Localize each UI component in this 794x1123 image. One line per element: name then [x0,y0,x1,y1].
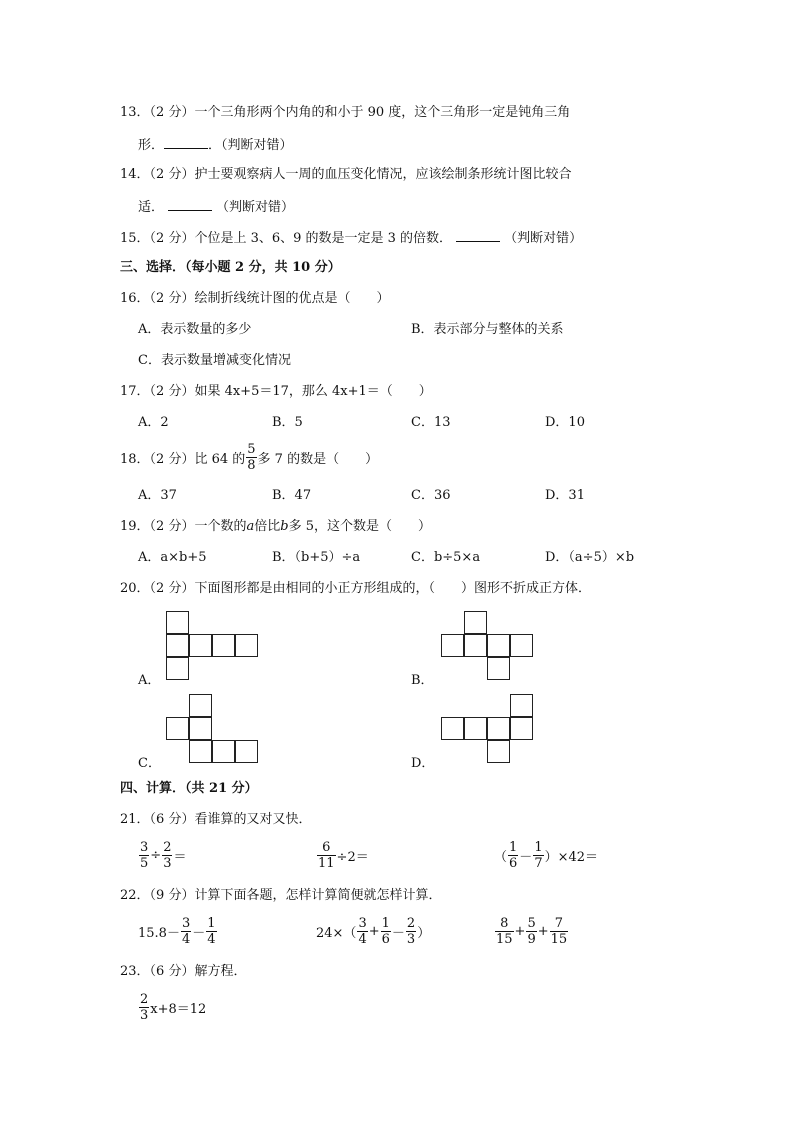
q21-expr-1: $\frac{3}{5}$ ÷ $\frac{2}{3}$ ＝ [140,840,187,871]
net-square [464,717,487,740]
net-square [166,657,189,680]
q21-expr-2: $\frac{6}{11}$ ÷2＝ [318,840,369,871]
q22-expr-3: $\frac{8}{15}$ + $\frac{5}{9}$ + $\frac{7}{15}$ [496,916,568,947]
q18-option-a[interactable]: A．37 [138,488,177,503]
net-square [510,694,533,717]
q22-expr-1: 15.8－ $\frac{3}{4}$ － $\frac{1}{4}$ [138,916,216,947]
q19-option-d[interactable]: D．（a÷5）×b [545,550,635,565]
q20-stem: 20．（2 分）下面图形都是由相同的小正方形组成的，（ ）图形不折成正方体． [120,581,591,596]
q17-option-d[interactable]: D．10 [545,415,585,430]
q18-stem: 18．（2 分）比 64 的 $\frac{5}{8}$ 多 7 的数是（ ） [120,442,379,473]
net-square [166,634,189,657]
net-square [212,740,235,763]
net-square [235,634,258,657]
net-square [166,717,189,740]
answer-blank[interactable] [456,228,500,242]
q17-option-c[interactable]: C．13 [411,415,451,430]
net-square [235,740,258,763]
q20-option-d[interactable]: D． [411,756,435,771]
q20-option-b[interactable]: B． [411,673,434,688]
q19-option-a[interactable]: A．a×b+5 [138,550,207,565]
q13-line2: 形． ．（判断对错） [138,135,293,155]
answer-blank[interactable] [168,197,212,211]
q19-stem: 19．（2 分）一个数的a倍比b多 5，这个数是（ ） [120,519,431,534]
q18-option-d[interactable]: D．31 [545,488,585,503]
q14-line2: 适． （判断对错） [138,197,294,217]
q16-option-a[interactable]: A．表示数量的多少 [138,322,252,337]
q22-expr-2: 24×（ $\frac{3}{4}$ + $\frac{1}{6}$ － $\frac{2}{3}$ ） [316,916,431,947]
q18-option-b[interactable]: B．47 [272,488,312,503]
q13-line1: 13．（2 分）一个三角形两个内角的和小于 90 度，这个三角形一定是钝角三角 [120,105,571,120]
q19-option-c[interactable]: C．b÷5×a [411,550,481,565]
q20-option-a[interactable]: A． [138,673,161,688]
net-square [510,634,533,657]
net-square [189,717,212,740]
q21-stem: 21．（6 分）看谁算的又对又快． [120,812,312,827]
q18-option-c[interactable]: C．36 [411,488,451,503]
section-4-heading: 四、计算．（共 21 分） [120,781,258,796]
q16-stem: 16．（2 分）绘制折线统计图的优点是（ ） [120,291,390,306]
fraction: $\frac{5}{8}$ [247,442,256,473]
q17-option-a[interactable]: A．2 [138,415,169,430]
q15-line: 15．（2 分）个位是上 3、6、9 的数是一定是 3 的倍数． （判断对错） [120,228,582,248]
net-square [487,634,510,657]
net-square [487,717,510,740]
q14-line1: 14．（2 分）护士要观察病人一周的血压变化情况，应该绘制条形统计图比较合 [120,167,572,182]
answer-blank[interactable] [164,135,208,149]
q23-equation: $\frac{2}{3}$ x+8＝12 [140,992,207,1023]
q16-option-c[interactable]: C．表示数量增减变化情况 [138,353,291,368]
section-3-heading: 三、选择．（每小题 2 分，共 10 分） [120,260,341,275]
q17-stem: 17．（2 分）如果 4x+5＝17，那么 4x+1＝（ ） [120,384,432,399]
net-square [487,657,510,680]
net-square [464,611,487,634]
q21-expr-3: （ $\frac{1}{6}$ － $\frac{1}{7}$ ）×42＝ [494,840,599,871]
net-square [189,740,212,763]
q16-option-b[interactable]: B．表示部分与整体的关系 [411,322,564,337]
q17-option-b[interactable]: B．5 [272,415,303,430]
net-square [189,634,212,657]
net-square [510,717,533,740]
q23-stem: 23．（6 分）解方程． [120,964,247,979]
net-square [166,611,189,634]
net-square [212,634,235,657]
net-square [464,634,487,657]
q20-option-c[interactable]: C． [138,756,161,771]
q19-option-b[interactable]: B．（b+5）÷a [272,550,361,565]
net-square [487,740,510,763]
net-square [441,717,464,740]
net-square [441,634,464,657]
q22-stem: 22．（9 分）计算下面各题，怎样计算简便就怎样计算． [120,888,442,903]
net-square [189,694,212,717]
